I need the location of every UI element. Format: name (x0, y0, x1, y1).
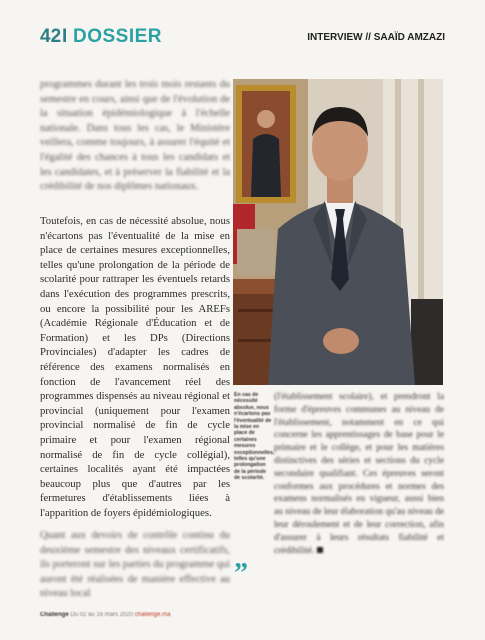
article-bottom-paragraph: Quant aux devoirs de contrôle continu du deuxième semestre des niveaux certificatifs, ils porteront sur les parties du programme qui auront été réalisées de manière effective au niveau local (40, 530, 230, 600)
end-mark-icon (317, 547, 323, 553)
page-number: 42 (40, 26, 62, 47)
portrait-photo (233, 79, 443, 385)
article-top-paragraph: programmes durant les trois mois restants du semestre en cours, ainsi que de l'évolution de la situation épidémiologique à l'échelle nationale. Dans tous les cas, le Ministère veillera, comme toujours, à assurer l'équité et l'égalité des chances à tous les candidats et les candidates, et à préserver la fiabilité et la crédibilité de nos diplômes nationaux. (40, 79, 230, 193)
right-column-text: (l'établissement scolaire), et prendront la forme d'épreuves communes au niveau de l'établissement, notamment en ce qui concerne les apprentissages de base pour le primaire et le collège, et pour les matières distinctives des séries et sections du cycle secondaire qualifiant. Ces épreuves seront conformes aux procédures et normes des examens normalisés en vigueur, aussi bien au niveau de leur élaboration qu'au niveau de leur déroulement et de leur correction, afin d'assurer à leurs résultats fiabilité et crédibilité. (274, 392, 444, 556)
footer-issue: Du 02 au 16 mars 2020 (70, 612, 134, 618)
footer-site: challenge.ma (134, 612, 171, 618)
page-footer (40, 612, 170, 618)
section-title: DOSSIER (73, 26, 163, 47)
page-header (0, 26, 485, 50)
quote-mark-icon: ” (234, 558, 248, 589)
interview-label: INTERVIEW // SAAÏD AMZAZI (307, 32, 445, 43)
pull-quote: En cas de nécessité absolue, nous n'écartons pas l'éventualité de la mise en place de certaines mesures exceptionnelles, telles qu'une prolongation de la période de scolarité. (234, 392, 275, 482)
header-separator: I (62, 26, 68, 47)
article-right-column (274, 391, 444, 557)
footer-brand: Challenge (40, 612, 69, 618)
article-main-paragraph: Toutefois, en cas de nécessité absolue, nous n'écartons pas l'éventualité de la mise en place de certaines mesures exceptionnelles, telles qu'une prolongation de la période de scolarité pour rattraper les éventuels retards dans l'exécution des programmes prescrits, ou encore la possibilité pour les AREFs (Académie Régionale d'Éducation et de Formation) et les DPs (Directions Provinciales) d'adapter les cadres de référence des examens normalisés en fonction de l'avancement réel des programmes dispensés au niveau régional et provincial (uniquement pour l'examen provincial normalisé de fin de cycle primaire et pour l'examen régional normalisé de fin de cycle collégial), certaines localités ayant été impactées beaucoup plus que d'autres par les fermetures d'établissements liées à l'apparition de foyers épidémiologiques. (40, 215, 230, 519)
